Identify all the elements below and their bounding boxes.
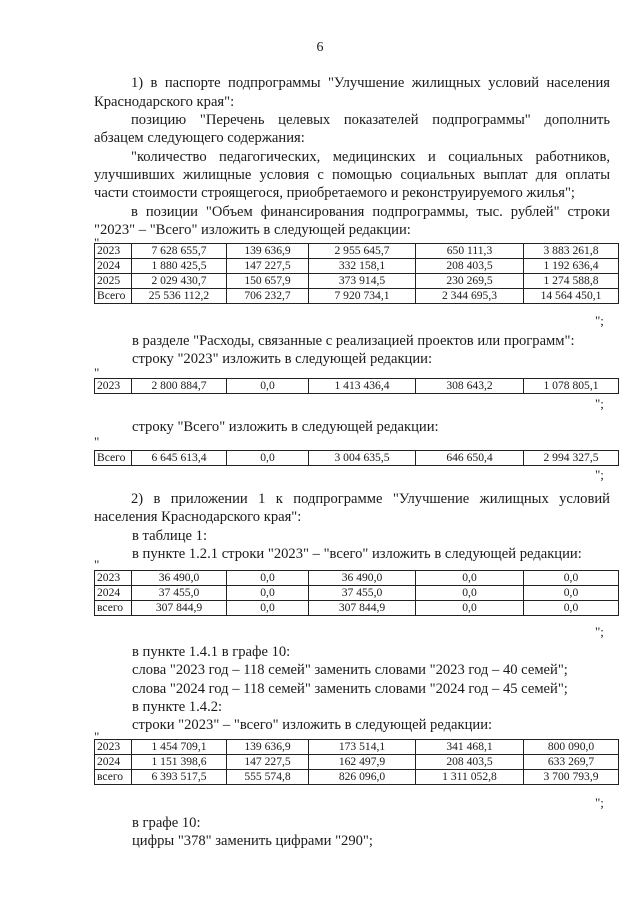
paragraph-1-cont: Краснодарского края": [94,94,235,110]
row-label-cell: 2023 [95,244,132,259]
paragraph-5: в разделе "Расходы, связанные с реализацией проектов или программ": [132,333,575,349]
table-financing-1 [94,243,619,304]
quote-close-1: "; [595,313,604,328]
value-cell: 555 574,8 [227,770,309,785]
quote-open-5: " [94,729,100,744]
value-cell: 0,0 [227,451,309,466]
value-cell: 208 403,5 [416,755,524,770]
value-cell: 650 111,3 [416,244,524,259]
paragraph-11: в пункте 1.4.1 в графе 10: [132,644,291,660]
paragraph-3-line-2: улучшивших жилищные условия с помощью социальных выплат для оплаты [94,167,610,183]
table-expenses-2023 [94,378,619,394]
quote-close-3: "; [595,467,604,482]
row-label-cell: всего [95,770,132,785]
value-cell: 633 269,7 [524,755,619,770]
value-cell: 373 914,5 [309,274,416,289]
table-item-1-2-1 [94,570,619,616]
value-cell: 1 078 805,1 [524,379,619,394]
row-label-cell: 2025 [95,274,132,289]
value-cell: 139 636,9 [227,740,309,755]
quote-close-4: "; [595,624,604,639]
paragraph-3-line-3: части стоимости строящегося, приобретаемого и реконструируемого жилья"; [94,185,575,201]
table-row [95,451,619,466]
quote-open-3: " [94,434,100,449]
value-cell: 37 455,0 [309,586,416,601]
table-row [95,379,619,394]
value-cell: 826 096,0 [309,770,416,785]
value-cell: 6 645 613,4 [132,451,227,466]
value-cell: 3 004 635,5 [309,451,416,466]
paragraph-8-cont: населения Краснодарского края": [94,509,302,525]
value-cell: 0,0 [416,601,524,616]
value-cell: 0,0 [524,601,619,616]
value-cell: 6 393 517,5 [132,770,227,785]
value-cell: 0,0 [227,586,309,601]
paragraph-16: в графе 10: [132,815,201,831]
value-cell: 36 490,0 [309,571,416,586]
value-cell: 36 490,0 [132,571,227,586]
paragraph-2-cont: абзацем следующего содержания: [94,130,305,146]
value-cell: 1 454 709,1 [132,740,227,755]
row-label-cell: 2024 [95,259,132,274]
value-cell: 1 151 398,6 [132,755,227,770]
value-cell: 1 274 588,8 [524,274,619,289]
value-cell: 1 192 636,4 [524,259,619,274]
row-label-cell: Всего [95,289,132,304]
row-label-cell: 2023 [95,740,132,755]
value-cell: 2 994 327,5 [524,451,619,466]
value-cell: 2 955 645,7 [309,244,416,259]
value-cell: 147 227,5 [227,755,309,770]
paragraph-15: строки "2023" – "всего" изложить в следующей редакции: [132,717,493,733]
value-cell: 139 636,9 [227,244,309,259]
paragraph-9: в таблице 1: [132,528,208,544]
value-cell: 37 455,0 [132,586,227,601]
value-cell: 0,0 [227,379,309,394]
value-cell: 230 269,5 [416,274,524,289]
table-row [95,244,619,259]
row-label-cell: Всего [95,451,132,466]
paragraph-17: цифры "378" заменить цифрами "290"; [132,833,373,849]
paragraph-4-cont: "2023" – "Всего" изложить в следующей редакции: [94,222,411,238]
value-cell: 332 158,1 [309,259,416,274]
row-label-cell: всего [95,601,132,616]
value-cell: 646 650,4 [416,451,524,466]
quote-close-2: "; [595,396,604,411]
value-cell: 3 700 793,9 [524,770,619,785]
paragraph-10: в пункте 1.2.1 строки "2023" – "всего" изложить в следующей редакции: [132,546,582,562]
value-cell: 25 536 112,2 [132,289,227,304]
value-cell: 1 311 052,8 [416,770,524,785]
value-cell: 7 920 734,1 [309,289,416,304]
value-cell: 307 844,9 [132,601,227,616]
table-row [95,601,619,616]
table-item-1-4-2 [94,739,619,785]
paragraph-12: слова "2023 год – 118 семей" заменить словами "2023 год – 40 семей"; [132,662,568,678]
paragraph-7: строку "Всего" изложить в следующей редакции: [132,419,439,435]
paragraph-1: 1) в паспорте подпрограммы "Улучшение жилищных условий населения [131,75,610,91]
quote-open-4: " [94,557,100,572]
value-cell: 307 844,9 [309,601,416,616]
value-cell: 0,0 [416,571,524,586]
value-cell: 173 514,1 [309,740,416,755]
value-cell: 14 564 450,1 [524,289,619,304]
paragraph-2: позицию "Перечень целевых показателей подпрограммы" дополнить [131,112,610,128]
paragraph-4: в позиции "Объем финансирования подпрограммы, тыс. рублей" строки [131,204,610,220]
value-cell: 0,0 [416,586,524,601]
value-cell: 308 643,2 [416,379,524,394]
row-label-cell: 2023 [95,571,132,586]
page-number: 6 [316,40,324,55]
row-label-cell: 2024 [95,755,132,770]
quote-open-1: " [94,235,100,250]
value-cell: 147 227,5 [227,259,309,274]
table-expenses-total [94,450,619,466]
table-row [95,289,619,304]
value-cell: 1 880 425,5 [132,259,227,274]
value-cell: 2 029 430,7 [132,274,227,289]
paragraph-13: слова "2024 год – 118 семей" заменить словами "2024 год – 45 семей"; [132,681,568,697]
paragraph-8: 2) в приложении 1 к подпрограмме "Улучшение жилищных условий [131,491,610,507]
value-cell: 7 628 655,7 [132,244,227,259]
value-cell: 150 657,9 [227,274,309,289]
value-cell: 208 403,5 [416,259,524,274]
table-row [95,586,619,601]
value-cell: 0,0 [524,571,619,586]
value-cell: 2 800 884,7 [132,379,227,394]
value-cell: 706 232,7 [227,289,309,304]
quote-open-2: " [94,365,100,380]
table-row [95,259,619,274]
table-row [95,274,619,289]
table-row [95,755,619,770]
value-cell: 3 883 261,8 [524,244,619,259]
row-label-cell: 2023 [95,379,132,394]
table-row [95,770,619,785]
value-cell: 0,0 [227,601,309,616]
paragraph-3: "количество педагогических, медицинских и социальных работников, [131,149,610,165]
paragraph-6: строку "2023" изложить в следующей редакции: [132,351,433,367]
quote-close-5: "; [595,795,604,810]
value-cell: 0,0 [524,586,619,601]
value-cell: 800 090,0 [524,740,619,755]
table-row [95,740,619,755]
value-cell: 162 497,9 [309,755,416,770]
value-cell: 1 413 436,4 [309,379,416,394]
row-label-cell: 2024 [95,586,132,601]
table-row [95,571,619,586]
value-cell: 341 468,1 [416,740,524,755]
value-cell: 2 344 695,3 [416,289,524,304]
value-cell: 0,0 [227,571,309,586]
paragraph-14: в пункте 1.4.2: [132,699,223,715]
